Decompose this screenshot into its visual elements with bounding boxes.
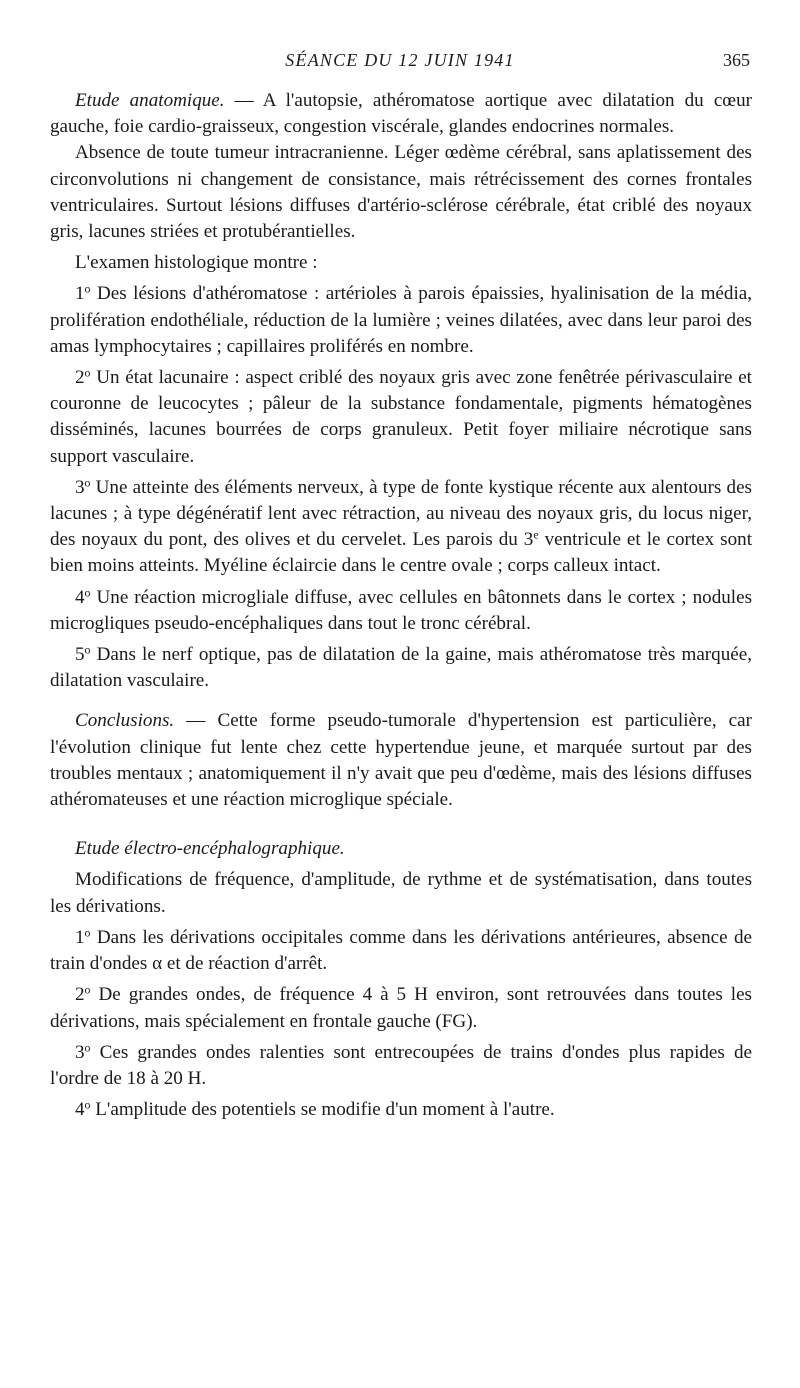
paragraph-autopsy — [50, 88, 752, 140]
paragraph-text: — A l'autopsie, athéromatose aortique avec dilatation du cœur gauche, foie cardio-graisseux, congestion viscérale, glandes endocrines normales. — [50, 90, 752, 138]
paragraph-absence: Absence de toute tumeur intracranienne. Léger œdème cérébral, sans aplatissement des circonvolutions ni changement de consistance, mais rétrécissement des cornes frontales ventriculaires. Surtout lésions diffuses d'artério-sclérose cérébrale, état criblé des noyaux gris, lacunes striées et protubérantielles. — [50, 142, 752, 243]
ordinal-mark: o — [84, 475, 91, 490]
item-number: 3 — [75, 476, 85, 498]
ordinal-mark: o — [84, 642, 91, 657]
ordinal-mark: o — [84, 1097, 91, 1112]
item-text: Des lésions d'athéromatose : artérioles à parois épaissies, hyalinisation de la média, prolifération endothéliale, réduction de la lumière ; veines dilatées, avec dans leur paroi des amas lymphocytaires ; capillaires proliférés en nombre. — [50, 283, 752, 357]
item-text: Un état lacunaire : aspect criblé des noyaux gris avec zone fenêtrée périvasculaire et couronne de leucocytes ; pâleur de la substance fondamentale, pigments hématogènes disséminés, lacunes bourrées de corps granuleux. Petit foyer miliaire nécrotique sans support vasculaire. — [50, 367, 752, 467]
item-text: Ces grandes ondes ralenties sont entrecoupées de trains d'ondes plus rapides de l'ordre de 18 à 20 H. — [50, 1041, 752, 1089]
item-number: 3 — [75, 1041, 85, 1063]
item-text: Une atteinte des éléments nerveux, à type de fonte kystique récente aux alentours des lacunes ; à type dégénératif lent avec rétraction, au niveau des noyaux gris, du locus niger, des noyaux du pont, des olives et du cervelet. Les parois du 3 — [50, 476, 752, 551]
item-number: 1 — [75, 926, 85, 948]
list-item-histology-1 — [50, 281, 752, 360]
section-heading-text: Etude électro-encéphalographique. — [75, 838, 345, 860]
item-text: L'amplitude des potentiels se modifie d'un moment à l'autre. — [90, 1099, 555, 1121]
ordinal-mark: o — [84, 925, 91, 940]
list-item-eeg-1 — [50, 925, 752, 977]
paragraph-conclusions — [50, 708, 752, 813]
item-text: Dans le nerf optique, pas de dilatation de la gaine, mais athéromatose très marquée, dilatation vasculaire. — [50, 644, 752, 692]
list-item-histology-4 — [50, 585, 752, 637]
item-text: Une réaction microgliale diffuse, avec cellules en bâtonnets dans le cortex ; nodules microgliques pseudo-encéphaliques dans tout le tronc cérébral. — [50, 586, 752, 634]
body-text — [50, 88, 752, 1123]
item-text: Dans les dérivations occipitales comme dans les dérivations antérieures, absence de train d'ondes α et de réaction d'arrêt. — [50, 926, 752, 975]
list-item-histology-2 — [50, 365, 752, 470]
list-item-eeg-3 — [50, 1040, 752, 1092]
list-item-eeg-2 — [50, 982, 752, 1034]
section-lead-conclusions: Conclusions. — [75, 710, 175, 732]
item-text: De grandes ondes, de fréquence 4 à 5 H environ, sont retrouvées dans toutes les dérivations, mais spécialement en frontale gauche (FG). — [50, 984, 752, 1032]
section-heading-eeg — [50, 836, 752, 862]
running-title: SÉANCE DU 12 JUIN 1941 — [285, 50, 515, 70]
paragraph-eeg-intro: Modifications de fréquence, d'amplitude, de rythme et de systématisation, dans toutes les dérivations. — [50, 869, 752, 917]
running-header — [50, 50, 750, 76]
item-text: ventricule et le cortex sont bien moins atteints. Myéline éclaircie dans le centre ovale ; corps calleux intact. — [50, 529, 752, 577]
ordinal-mark-e: e — [533, 527, 539, 542]
item-number: 4 — [75, 1099, 85, 1121]
list-item-eeg-4 — [50, 1097, 752, 1123]
ordinal-mark: o — [84, 1040, 91, 1055]
ordinal-mark: o — [84, 281, 91, 296]
item-number: 4 — [75, 586, 85, 608]
paragraph-histology-intro: L'examen histologique montre : — [75, 252, 318, 274]
list-item-histology-5 — [50, 642, 752, 694]
ordinal-mark: o — [84, 365, 91, 380]
list-item-histology-3 — [50, 475, 752, 580]
ordinal-mark: o — [84, 585, 91, 600]
item-number: 2 — [75, 984, 85, 1006]
ordinal-mark: o — [84, 982, 91, 997]
section-lead-anatomy: Etude anatomique. — [75, 90, 225, 111]
page-number: 365 — [723, 50, 750, 70]
item-number: 1 — [75, 283, 85, 305]
paragraph-text: — Cette forme pseudo-tumorale d'hypertension est particulière, car l'évolution clinique fut lente chez cette hypertendue jeune, et marquée surtout par des troubles mentaux ; anatomiquement il n'y avait que peu d'œdème, mais des lésions diffuses athéromateuses et une réaction microglique spéciale. — [50, 710, 752, 811]
item-number: 5 — [75, 644, 85, 666]
item-number: 2 — [75, 367, 85, 389]
